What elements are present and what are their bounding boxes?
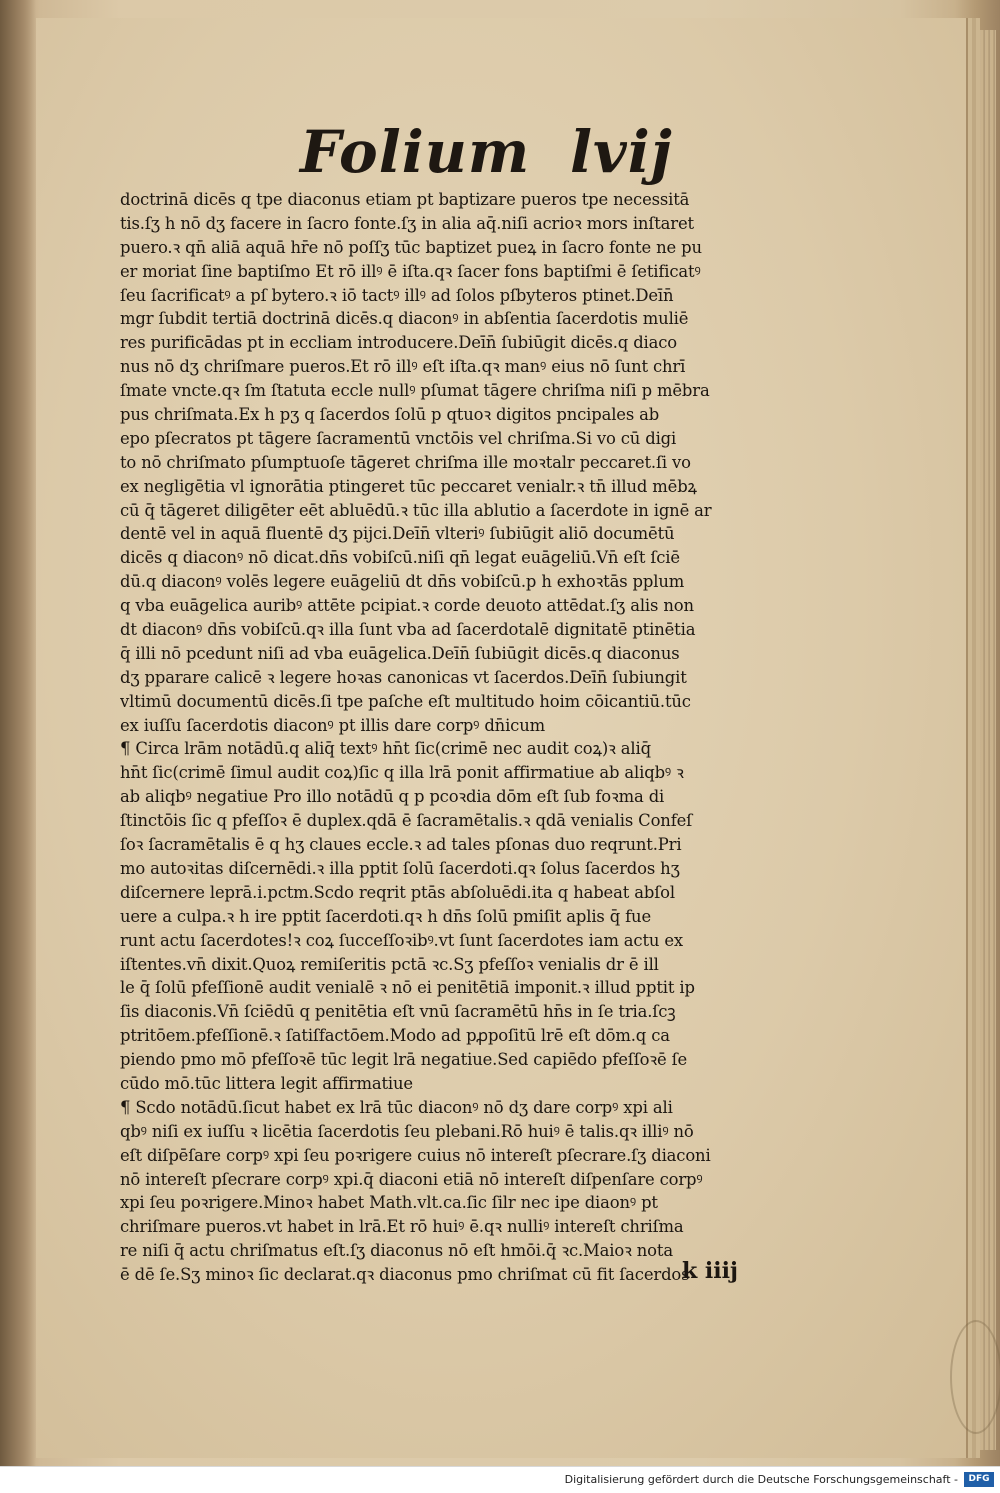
text-line: qbꝰ niſi ex iuſſu ꝛ licētia ſacerdotis ſeu plebani.Rō huiꝰ ē talis.qꝛ illiꝰ nō xyxy=(120,1121,694,1141)
text-line: hn̄t ſic(crimē ſimul audit coꝝ)ſic q illa lrā ponit affirmatiue ab aliqbꝰ ꝛ xyxy=(120,763,684,783)
page-stain xyxy=(950,1320,1000,1434)
page-edges xyxy=(966,30,996,1450)
text-line: epo pſecratos pt tāgere ſacramentū vnctōis vel chriſma.Si vo cū digi xyxy=(120,428,677,448)
text-line: cū q̄ tāgeret diligēter eēt abluēdū.ꝛ tūc illa ablutio a ſacerdote in ignē ar xyxy=(120,500,712,520)
text-line: nō intereſt pſecrare corpꝰ xpi.q̄ diaconi etiā nō intereſt diſpenſare corpꝰ xyxy=(120,1169,703,1189)
text-line: doctrinā dicēs q tpe diaconus etiam pt baptizare pueros tpe necessitā xyxy=(120,190,690,209)
text-line: dū.q diaconꝰ volēs legere euāgeliū dt dn̄s vobiſcū.p h exhoꝛtās pplum xyxy=(120,572,685,592)
text-line: mo autoꝛitas diſcernēdi.ꝛ illa pptit ſolū ſacerdoti.qꝛ ſolus ſacerdos hʒ xyxy=(120,858,680,878)
text-line: vltimū documentū dicēs.ſi tpe paſche eſt multitudo hoim cōicantiū.tūc xyxy=(120,691,691,711)
text-line: piendo pmo mō pfeſſoꝛē tūc legit lrā negatiue.Sed capiēdo pfeſſoꝛē ſe xyxy=(120,1050,688,1070)
text-line: puero.ꝛ qn̄ aliā aquā hr̄e nō poſſʒ tūc baptizet pueꝝ in ſacro fonte ne pu xyxy=(120,237,702,257)
text-line: er moriat ſine baptiſmo Et rō illꝰ ē iſta.qꝛ ſacer fons baptiſmi ē ſetificatꝰ xyxy=(120,261,701,281)
signature-mark: k iiij xyxy=(682,1258,738,1284)
text-line: ex negligētia vl ignorātia ptingeret tūc peccaret venialr.ꝛ tn̄ illud mēbꝝ xyxy=(120,476,697,496)
text-line: ē dē ſe.Sʒ minoꝛ ſic declarat.qꝛ diaconus pmo chriſmat cū fit ſacerdos xyxy=(120,1265,690,1285)
text-line: dicēs q diaconꝰ nō dicat.dn̄s vobiſcū.niſi qn̄ legat euāgeliū.Vn̄ eſt ſciē xyxy=(120,548,680,568)
text-line: le q̄ ſolū pfeſſionē audit venialē ꝛ nō ei penitētiā imponit.ꝛ illud pptit ip xyxy=(120,978,695,998)
text-line: q̄ illi nō pcedunt niſi ad vba euāgelica.Deīn̄ ſubiūgit dicēs.q diaconus xyxy=(120,643,680,663)
text-line: ptritōem.pfeſſionē.ꝛ ſatiſfactōem.Modo ad pꝓpoſitū lrē eſt dōm.q ca xyxy=(120,1026,670,1046)
header-folium: Folium xyxy=(300,118,531,186)
text-line: ¶ Scdo notādū.ſicut habet ex lrā tūc diaconꝰ nō dʒ dare corpꝰ xpi ali xyxy=(120,1097,673,1117)
page-header xyxy=(300,118,700,188)
text-line: dentē vel in aquā fluentē dʒ pijci.Deīn̄ vlteriꝰ ſubiūgit aliō documētū xyxy=(120,524,675,544)
text-line: ¶ Circa lrām notādū.q aliq̄ textꝰ hn̄t ſic(crimē nec audit coꝝ)ꝛ aliq̄ xyxy=(120,739,651,759)
header-leaf-number: lvij xyxy=(570,118,673,186)
text-line: to nō chriſmato pſumptuoſe tāgeret chriſma ille moꝛtalr peccaret.ſi vo xyxy=(120,452,691,472)
text-line: eſt diſpēſare corpꝰ xpi ſeu poꝛrigere cuius nō intereſt pſecrare.ſʒ diaconi xyxy=(120,1145,711,1165)
text-line: runt actu ſacerdotes!ꝛ coꝝ ſucceſſoꝛibꝰ.vt ſunt ſacerdotes iam actu ex xyxy=(120,930,683,950)
text-line: re niſi q̄ actu chriſmatus eſt.ſʒ diaconus nō eſt hmōi.q̄ ꝛc.Maioꝛ nota xyxy=(120,1241,673,1261)
text-line: ex iuſſu ſacerdotis diaconꝰ pt illis dare corpꝰ dn̄icum xyxy=(120,715,546,735)
text-line: mgr ſubdit tertiā doctrinā dicēs.q diaconꝰ in abſentia ſacerdotis muliē xyxy=(120,309,689,329)
text-line: ſtinctōis ſic q pfeſſoꝛ ē duplex.qdā ē ſacramētalis.ꝛ qdā venialis Confeſ xyxy=(120,811,693,831)
text-line: dʒ pparare calicē ꝛ legere hoꝛas canonicas vt ſacerdos.Deīn̄ ſubiungit xyxy=(120,667,687,687)
text-line: ſis diaconis.Vn̄ ſciēdū q penitētia eſt vnū ſacramētū hn̄s in ſe tria.ſcꝫ xyxy=(120,1002,676,1022)
text-line: ab aliqbꝰ negatiue Pro illo notādū q p pcoꝛdia dōm eſt ſub foꝛma di xyxy=(120,787,665,807)
text-line: chriſmare pueros.vt habet in lrā.Et rō huiꝰ ē.qꝛ nulliꝰ intereſt chriſma xyxy=(120,1217,684,1237)
text-line: iſtentes.vn̄ dixit.Quoꝝ remiſeritis pctā ꝛc.Sʒ pfeſſoꝛ venialis dr ē ill xyxy=(120,954,659,974)
text-line: xpi ſeu poꝛrigere.Minoꝛ habet Math.vlt.ca.ſic ſilr nec ipe diaonꝰ pt xyxy=(120,1193,658,1213)
text-line: diſcernere leprā.i.pctm.Scdo reqrit ptās abſoluēdi.ita q habeat abſol xyxy=(120,882,675,902)
text-line: ſmate vncte.qꝛ ſm ſtatuta eccle nullꝰ pſumat tāgere chriſma niſi p mēbra xyxy=(120,381,710,401)
footer-bar xyxy=(0,1466,1000,1493)
text-line: ſeu ſacrificatꝰ a pſ bytero.ꝛ iō tactꝰ illꝰ ad ſolos pſbyteros ptinet.Deīn̄ xyxy=(120,285,674,305)
book-binding xyxy=(0,0,36,1466)
text-line: q vba euāgelica auribꝰ attēte pcipiat.ꝛ corde deuoto attēdat.ſʒ alis non xyxy=(120,596,694,616)
text-line: uere a culpa.ꝛ h ire pptit ſacerdoti.qꝛ h dn̄s ſolū pmiſit aplis q̄ fue xyxy=(120,906,652,926)
text-line: dt diaconꝰ dn̄s vobiſcū.qꝛ illa ſunt vba ad ſacerdotalē dignitatē ptinētia xyxy=(120,620,696,640)
text-line: pus chriſmata.Ex h pʒ q ſacerdos ſolū p qtuoꝛ digitos pncipales ab xyxy=(120,405,660,425)
text-line: ſoꝛ ſacramētalis ē q hʒ claues eccle.ꝛ ad tales pſonas duo reqrunt.Pri xyxy=(120,835,682,855)
text-line: cūdo mō.tūc littera legit affirmatiue xyxy=(120,1073,413,1093)
body-text xyxy=(120,188,800,1287)
dfg-logo[interactable]: DFG xyxy=(964,1472,994,1487)
funding-credit: Digitalisierung gefördert durch die Deutsche Forschungsgemeinschaft - xyxy=(564,1473,958,1486)
text-line: tis.ſʒ h nō dʒ facere in ſacro fonte.ſʒ in alia aq̄.niſi acrioꝛ mors inſtaret xyxy=(120,213,694,233)
text-line: res purificādas pt in eccliam introducere.Deīn̄ ſubiūgit dicēs.q diaco xyxy=(120,333,677,353)
text-line: nus nō dʒ chriſmare pueros.Et rō illꝰ eſt iſta.qꝛ manꝰ eius nō ſunt chrī xyxy=(120,357,686,377)
